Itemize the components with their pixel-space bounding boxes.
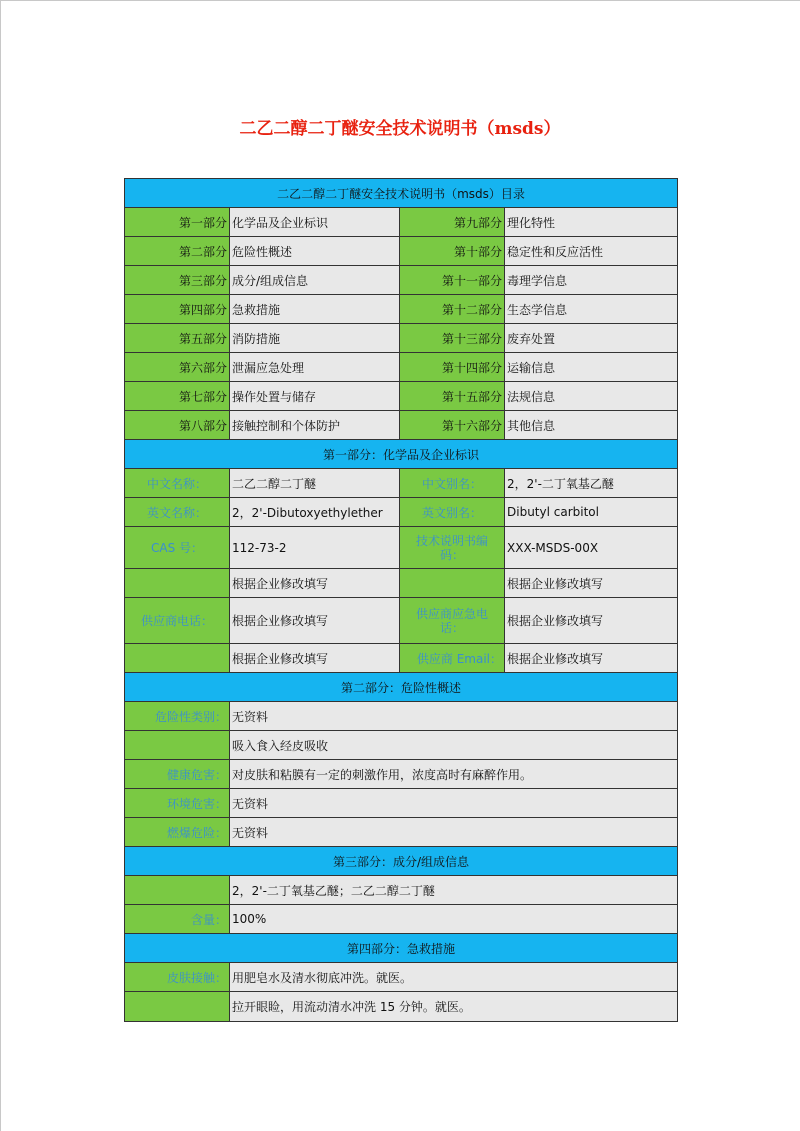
- toc-left-name: 急救措施: [230, 295, 400, 324]
- toc-left-name: 化学品及企业标识: [230, 208, 400, 237]
- toc-right-part: 第十一部分: [400, 266, 505, 295]
- email-value: 根据企业修改填写: [505, 644, 678, 673]
- toc-row: [125, 324, 678, 353]
- en-alias-label: 英文别名：: [400, 498, 505, 527]
- email-label: 供应商 Email：: [400, 644, 505, 673]
- skin-value: 用肥皂水及清水彻底冲洗。就医。: [230, 963, 678, 992]
- en-name-value: 2，2'-Dibutoxyethylether: [230, 498, 400, 527]
- toc-right-name: 稳定性和反应活性: [505, 237, 678, 266]
- document-title: 二乙二醇二丁醚安全技术说明书（msds）: [239, 119, 561, 139]
- toc-row: [125, 353, 678, 382]
- toc-right-name: 生态学信息: [505, 295, 678, 324]
- toc-right-part: 第九部分: [400, 208, 505, 237]
- toc-right-name: 毒理学信息: [505, 266, 678, 295]
- toc-left-part: 第三部分: [125, 266, 230, 295]
- fire-value: 无资料: [230, 818, 678, 847]
- blank-label: [125, 644, 230, 673]
- part3-row: [125, 876, 678, 905]
- cn-alias-label: 中文别名：: [400, 469, 505, 498]
- row7-left-value: 根据企业修改填写: [230, 644, 400, 673]
- part2-row: [125, 702, 678, 731]
- skin-label: 皮肤接触：: [125, 963, 230, 992]
- emergency-label-line2: 话：: [439, 620, 464, 635]
- toc-left-part: 第五部分: [125, 324, 230, 353]
- blank-label: [125, 876, 230, 905]
- msds-table: [124, 178, 678, 1022]
- component-value: 2，2'-二丁氧基乙醚；二乙二醇二丁醚: [230, 876, 678, 905]
- blank-label: [125, 992, 230, 1022]
- env-value: 无资料: [230, 789, 678, 818]
- en-name-label: 英文名称：: [125, 498, 230, 527]
- en-alias-value: Dibutyl carbitol: [505, 498, 678, 527]
- cn-alias-value: 2，2'-二丁氧基乙醚: [505, 469, 678, 498]
- part4-row: [125, 992, 678, 1022]
- part1-row-en-names: [125, 498, 678, 527]
- toc-row: [125, 208, 678, 237]
- cas-value: 112-73-2: [230, 527, 400, 569]
- hazard-class-label: 危险性类别：: [125, 702, 230, 731]
- toc-right-part: 第十部分: [400, 237, 505, 266]
- phone-value: 根据企业修改填写: [230, 598, 400, 644]
- section-header-row: [125, 440, 678, 469]
- toc-right-name: 法规信息: [505, 382, 678, 411]
- toc-left-name: 成分/组成信息: [230, 266, 400, 295]
- toc-right-name: 理化特性: [505, 208, 678, 237]
- part2-row: [125, 760, 678, 789]
- toc-left-name: 危险性概述: [230, 237, 400, 266]
- toc-right-name: 运输信息: [505, 353, 678, 382]
- cn-name-value: 二乙二醇二丁醚: [230, 469, 400, 498]
- toc-right-name: 废弃处置: [505, 324, 678, 353]
- toc-row: [125, 266, 678, 295]
- cn-name-label: 中文名称：: [125, 469, 230, 498]
- part1-row-phone: [125, 598, 678, 644]
- toc-left-part: 第七部分: [125, 382, 230, 411]
- emergency-label: [400, 598, 505, 644]
- toc-row: [125, 237, 678, 266]
- part2-row: [125, 818, 678, 847]
- toc-right-part: 第十四部分: [400, 353, 505, 382]
- part1-row-blank: [125, 569, 678, 598]
- part1-row-cas: [125, 527, 678, 569]
- part4-header: 第四部分：急救措施: [125, 934, 678, 963]
- part1-row-names: [125, 469, 678, 498]
- page-border-left: [0, 0, 1, 1131]
- toc-row: [125, 382, 678, 411]
- section-header-row: [125, 847, 678, 876]
- section-header-row: [125, 673, 678, 702]
- tech-code-label-line2: 码：: [439, 547, 464, 562]
- section-header-row: [125, 934, 678, 963]
- toc-row: [125, 295, 678, 324]
- toc-left-part: 第一部分: [125, 208, 230, 237]
- part2-row: [125, 731, 678, 760]
- cas-label: CAS 号：: [125, 527, 230, 569]
- route-value: 吸入食入经皮吸收: [230, 731, 678, 760]
- toc-left-name: 操作处置与储存: [230, 382, 400, 411]
- fire-label: 燃爆危险：: [125, 818, 230, 847]
- part1-header: 第一部分：化学品及企业标识: [125, 440, 678, 469]
- blank-label: [125, 569, 230, 598]
- blank-label: [125, 731, 230, 760]
- toc-left-name: 接触控制和个体防护: [230, 411, 400, 440]
- page-border-top: [0, 0, 800, 1]
- env-label: 环境危害：: [125, 789, 230, 818]
- part3-row: [125, 905, 678, 934]
- toc-right-part: 第十二部分: [400, 295, 505, 324]
- emergency-value: 根据企业修改填写: [505, 598, 678, 644]
- emergency-label-line1: 供应商应急电: [415, 606, 488, 621]
- toc-left-part: 第八部分: [125, 411, 230, 440]
- toc-right-part: 第十三部分: [400, 324, 505, 353]
- part3-header: 第三部分：成分/组成信息: [125, 847, 678, 876]
- part4-row: [125, 963, 678, 992]
- tech-code-value: XXX-MSDS-00X: [505, 527, 678, 569]
- tech-code-label-line1: 技术说明书编: [415, 533, 488, 548]
- content-label: 含量：: [125, 905, 230, 934]
- toc-row: [125, 411, 678, 440]
- toc-left-name: 泄漏应急处理: [230, 353, 400, 382]
- toc-header-row: [125, 179, 678, 208]
- toc-header: 二乙二醇二丁醚安全技术说明书（msds）目录: [125, 179, 678, 208]
- toc-left-name: 消防措施: [230, 324, 400, 353]
- tech-code-label: [400, 527, 505, 569]
- row5-left-value: 根据企业修改填写: [230, 569, 400, 598]
- toc-right-name: 其他信息: [505, 411, 678, 440]
- blank-label: [400, 569, 505, 598]
- phone-label: 供应商电话：: [125, 598, 230, 644]
- toc-left-part: 第六部分: [125, 353, 230, 382]
- row5-right-value: 根据企业修改填写: [505, 569, 678, 598]
- toc-right-part: 第十六部分: [400, 411, 505, 440]
- toc-left-part: 第四部分: [125, 295, 230, 324]
- part1-row-email: [125, 644, 678, 673]
- hazard-class-value: 无资料: [230, 702, 678, 731]
- eye-value: 拉开眼睑，用流动清水冲洗 15 分钟。就医。: [230, 992, 678, 1022]
- part2-header: 第二部分：危险性概述: [125, 673, 678, 702]
- content-value: 100%: [230, 905, 678, 934]
- health-label: 健康危害：: [125, 760, 230, 789]
- part2-row: [125, 789, 678, 818]
- health-value: 对皮肤和粘膜有一定的刺激作用，浓度高时有麻醉作用。: [230, 760, 678, 789]
- toc-right-part: 第十五部分: [400, 382, 505, 411]
- toc-left-part: 第二部分: [125, 237, 230, 266]
